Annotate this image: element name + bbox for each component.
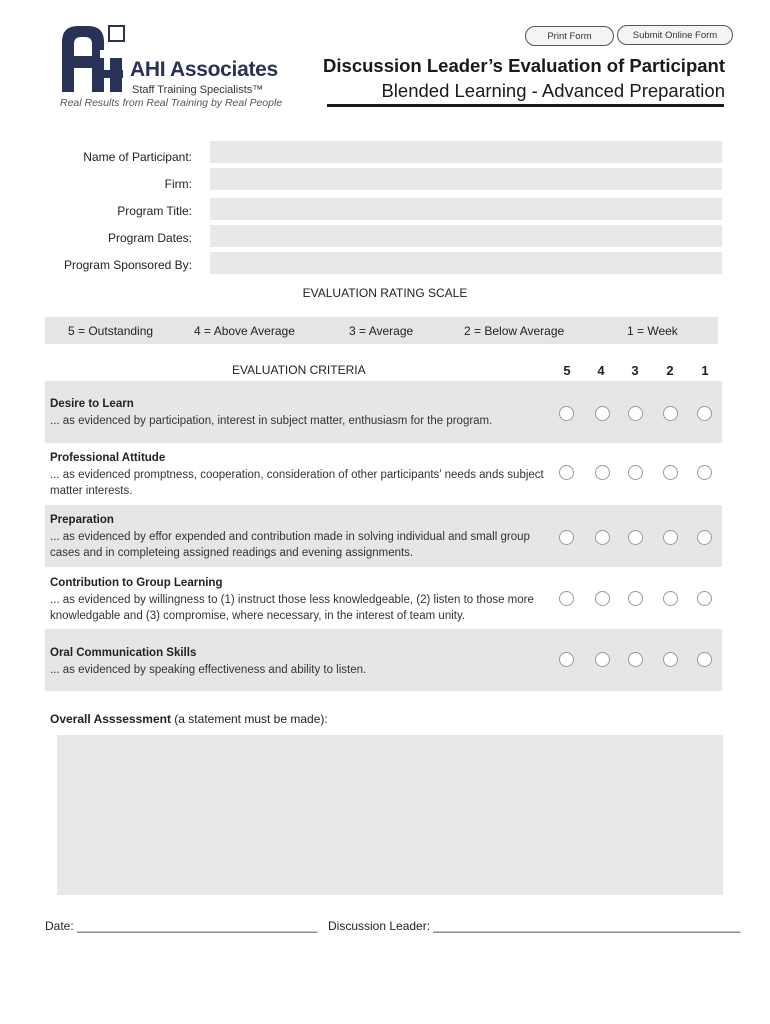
criteria-title: Contribution to Group Learning — [50, 577, 223, 589]
date-signature-line: Date: ____________________________________ — [45, 919, 318, 933]
column-2-header: 2 — [666, 363, 674, 378]
column-3-header: 3 — [631, 363, 639, 378]
scale-item-3: 3 = Average — [349, 324, 414, 338]
rating-scale-heading: EVALUATION RATING SCALE — [302, 286, 468, 300]
program-title-input[interactable] — [210, 198, 722, 220]
rating-radio-5[interactable] — [559, 406, 574, 421]
rating-radio-4[interactable] — [595, 465, 610, 480]
column-1-header: 1 — [701, 363, 709, 378]
overall-assessment-label-bold: Overall Asssessment — [50, 712, 171, 726]
rating-radio-1[interactable] — [697, 465, 712, 480]
discussion-leader-signature-line: Discussion Leader: ______________________________________________ — [328, 919, 741, 933]
rating-radio-2[interactable] — [663, 530, 678, 545]
column-4-header: 4 — [597, 363, 605, 378]
criteria-row-contribution — [45, 567, 722, 629]
program-title-label: Program Title: — [117, 204, 192, 218]
print-form-button[interactable]: Print Form — [525, 26, 614, 46]
scale-item-4: 4 = Above Average — [194, 324, 295, 338]
column-5-header: 5 — [563, 363, 571, 378]
rating-radio-5[interactable] — [559, 530, 574, 545]
participant-name-label: Name of Participant: — [83, 150, 192, 164]
criteria-row-oral-communication — [45, 629, 722, 691]
criteria-title: Oral Communication Skills — [50, 647, 197, 659]
rating-radio-3[interactable] — [628, 406, 643, 421]
firm-input[interactable] — [210, 168, 722, 190]
program-dates-label: Program Dates: — [107, 231, 192, 245]
program-sponsor-input[interactable] — [210, 252, 722, 274]
rating-radio-3[interactable] — [628, 652, 643, 667]
criteria-description: ... as evidenced by participation, interest in subject matter, enthusiasm for the program. — [50, 415, 493, 427]
firm-label: Firm: — [164, 177, 192, 191]
rating-radio-4[interactable] — [595, 591, 610, 606]
rating-radio-1[interactable] — [697, 652, 712, 667]
rating-radio-3[interactable] — [628, 591, 643, 606]
criteria-title: Preparation — [50, 514, 114, 526]
rating-radio-1[interactable] — [697, 406, 712, 421]
criteria-title: Professional Attitude — [50, 452, 166, 464]
rating-radio-4[interactable] — [595, 530, 610, 545]
brand-subtitle: Staff Training Specialists™ — [132, 84, 264, 96]
rating-radio-4[interactable] — [595, 406, 610, 421]
scale-item-1: 1 = Week — [627, 324, 678, 338]
rating-radio-5[interactable] — [559, 652, 574, 667]
title-divider — [327, 104, 724, 107]
rating-radio-5[interactable] — [559, 591, 574, 606]
participant-name-input[interactable] — [210, 141, 722, 163]
criteria-description: ... as evidenced promptness, cooperation, consideration of other participants’ needs ands subject matter interests. — [50, 469, 544, 497]
criteria-description: ... as evidenced by speaking effectiveness and ability to listen. — [50, 664, 367, 676]
overall-assessment-textarea[interactable] — [57, 735, 723, 895]
criteria-heading: EVALUATION CRITERIA — [232, 363, 366, 377]
rating-radio-2[interactable] — [663, 406, 678, 421]
criteria-description: ... as evidenced by willingness to (1) instruct those less knowledgeable, (2) listen to those more knowledgable and (3) compromise, where necessary, in the interest of team unity. — [50, 594, 534, 622]
brand-tagline: Real Results from Real Training by Real People — [60, 97, 283, 109]
scale-item-5: 5 = Outstanding — [68, 324, 154, 338]
brand-name: AHI Associates — [130, 58, 278, 81]
program-sponsor-label: Program Sponsored By: — [63, 258, 192, 272]
overall-assessment-label — [50, 712, 328, 726]
rating-radio-1[interactable] — [697, 591, 712, 606]
criteria-row-preparation — [45, 505, 722, 567]
criteria-description: ... as evidenced by effor expended and contribution made in solving individual and small group cases and in completeing assigned readings and evening assignments. — [50, 531, 530, 559]
ahi-logo-icon — [58, 24, 128, 94]
rating-radio-5[interactable] — [559, 465, 574, 480]
rating-radio-1[interactable] — [697, 530, 712, 545]
rating-radio-3[interactable] — [628, 465, 643, 480]
rating-radio-2[interactable] — [663, 652, 678, 667]
form-title: Discussion Leader’s Evaluation of Participant — [323, 55, 725, 76]
criteria-row-professional-attitude — [45, 443, 722, 505]
overall-assessment-label-rest: (a statement must be made): — [170, 712, 328, 726]
criteria-title: Desire to Learn — [50, 398, 134, 410]
submit-online-form-button[interactable]: Submit Online Form — [617, 25, 733, 45]
form-subtitle: Blended Learning - Advanced Preparation — [381, 80, 725, 101]
scale-item-2: 2 = Below Average — [464, 324, 565, 338]
rating-radio-2[interactable] — [663, 465, 678, 480]
criteria-row-desire-to-learn — [45, 381, 722, 443]
rating-radio-4[interactable] — [595, 652, 610, 667]
rating-radio-2[interactable] — [663, 591, 678, 606]
program-dates-input[interactable] — [210, 225, 722, 247]
rating-radio-3[interactable] — [628, 530, 643, 545]
